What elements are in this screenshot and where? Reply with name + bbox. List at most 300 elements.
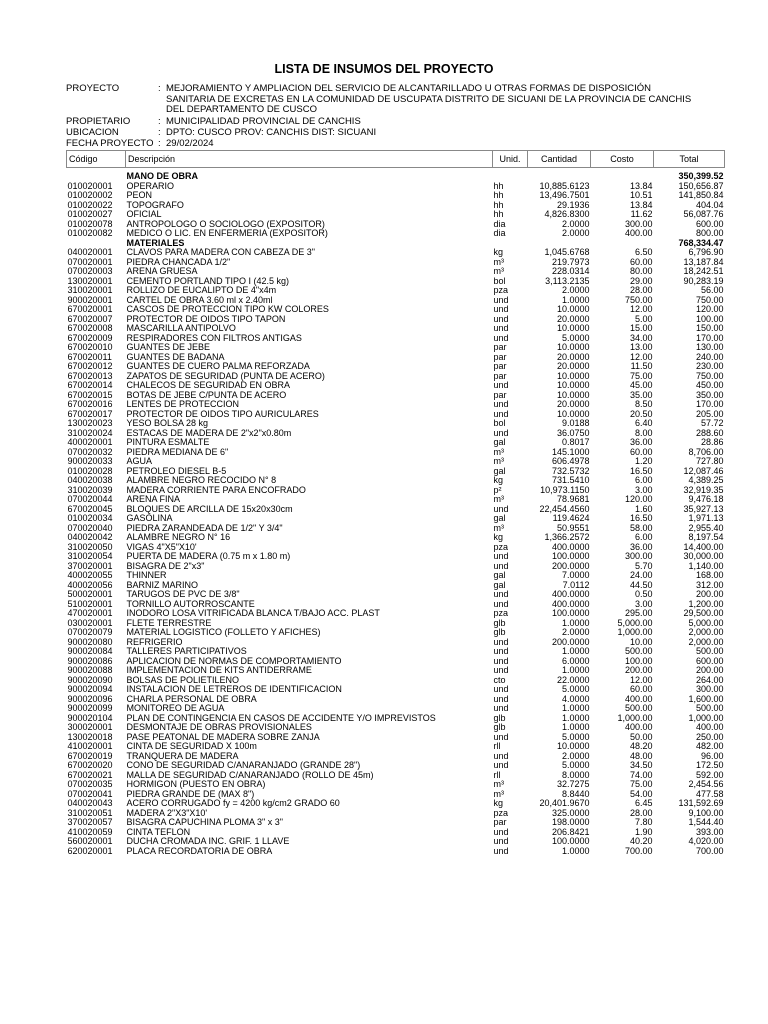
cell-total: 450.00 [695,381,724,390]
cell-code: 670020013 [67,371,113,381]
section-code-cell [67,172,126,182]
cell-code: 670020021 [67,770,113,780]
cell-costo: 5.00 [634,314,653,324]
cell-total: 32,919.35 [683,485,724,495]
cell-code: 670020015 [67,390,113,400]
cell-desc: BARNIZ MARINO [126,580,199,590]
cell-desc: BLOQUES DE ARCILLA DE 15x20x30cm [126,504,293,514]
cell-cant: 100.0000 [551,609,590,618]
header-colon: : [158,116,161,127]
table-row [67,229,725,239]
cell-unid: par [493,362,507,371]
cell-cant: 2.0000 [561,229,590,238]
cell-costo: 500.00 [624,704,653,713]
cell-unid: und [493,827,509,837]
cell-total: 6,796.90 [688,248,724,257]
cell-desc: REFRIGERIO [126,637,183,647]
cell-desc: TOPOGRAFO [126,200,184,210]
col-cant-header: Cantidad [528,151,591,168]
header-colon: : [158,127,161,138]
table-row [67,809,725,819]
cell-total: 600.00 [695,656,724,666]
cell-costo: 34.00 [629,333,653,343]
table-row [67,685,725,695]
cell-code: 070020044 [67,495,113,504]
cell-unid: hh [493,181,504,191]
cell-total: 170.00 [695,400,724,409]
cell-unid: par [493,390,507,400]
cell-code: 010020001 [67,181,113,191]
table-row [67,723,725,733]
cell-code: 670020016 [67,400,113,409]
cell-desc: PROTECTOR DE OIDOS TIPO TAPON [126,314,286,324]
table-row [67,201,725,211]
cell-code: 670020008 [67,324,113,333]
table-row [67,837,725,847]
cell-unid: gal [493,571,506,580]
table-row [67,628,725,638]
cell-total: 592.00 [695,770,724,780]
col-unid-header: Unid. [493,151,528,168]
cell-unid: und [493,504,509,514]
cell-unid: cto [493,675,506,685]
cell-code: 130020023 [67,419,113,428]
cell-costo: 3.00 [634,599,653,609]
cell-total: 2,955.40 [688,523,724,533]
cell-desc: ARENA FINA [126,495,181,504]
cell-cant: 7.0112 [562,580,590,590]
cell-total: 600.00 [695,219,724,229]
cell-costo: 6.45 [634,799,653,808]
cell-desc: ARENA GRUESA [126,267,198,276]
cell-costo: 75.00 [629,371,653,381]
cell-cant: 9.0188 [561,419,590,428]
cell-desc: OFICIAL [126,210,162,219]
header-field [66,117,706,128]
table-row [67,647,725,657]
cell-code: 900020096 [67,694,113,704]
cell-cant: 1.0000 [561,713,590,723]
cell-total: 200.00 [695,666,724,675]
table-row [67,590,725,600]
table-row [67,771,725,781]
cell-total: 9,100.00 [688,808,724,818]
cell-cant: 20.0000 [556,400,590,409]
cell-code: 900020080 [67,637,113,647]
section-total: 350,399.52 [678,172,724,181]
cell-cant: 36.0750 [556,428,590,438]
cell-unid: kg [493,799,504,808]
cell-total: 29,500.00 [683,609,724,618]
cell-unid: und [493,590,509,599]
cell-desc: PINTURA ESMALTE [126,438,210,447]
cell-cant: 1.0000 [561,295,590,305]
cell-desc: CLAVOS PARA MADERA CON CABEZA DE 3" [126,248,315,257]
cell-costo: 1,000.00 [617,713,653,723]
cell-desc: CARTEL DE OBRA 3.60 ml x 2.40ml [126,295,273,305]
cell-total: 2,000.00 [688,628,724,637]
cell-costo: 500.00 [624,647,653,656]
cell-unid: kg [493,533,504,542]
cell-cant: 50.9551 [556,523,590,533]
cell-code: 900020086 [67,656,113,666]
cell-desc: VIGAS 4"X5"X10' [126,542,197,552]
cell-desc: OPERARIO [126,181,175,191]
cell-unid: m³ [493,257,504,267]
cell-cant: 20.0000 [556,362,590,371]
cell-desc: BOLSAS DE POLIETILENO [126,675,240,685]
cell-total: 205.00 [695,409,724,419]
table-row [67,220,725,230]
cell-unid: gal [493,514,506,523]
cell-total: 312.00 [695,580,724,590]
table-row [67,552,725,562]
cell-unid: rll [493,742,501,751]
cell-desc: CEMENTO PORTLAND TIPO I (42.5 kg) [126,276,290,286]
section-row [67,172,725,182]
cell-costo: 6.40 [634,419,653,428]
table-row [67,714,725,724]
cell-costo: 48.00 [629,751,653,761]
cell-code: 670020001 [67,305,113,314]
cell-code: 900020104 [67,713,113,723]
cell-desc: TARUGOS DE PVC DE 3/8" [126,590,240,599]
table-row [67,296,725,306]
cell-desc: PEON [126,191,153,200]
cell-total: 13,187.84 [683,257,724,267]
cell-code: 470020001 [67,609,113,618]
cell-costo: 1.20 [634,457,653,466]
cell-unid: und [493,305,509,314]
cell-desc: ALAMBRE NEGRO N° 16 [126,533,231,542]
section-name: MATERIALES [126,238,185,248]
cell-code: 070020041 [67,789,113,799]
cell-costo: 60.00 [629,685,653,694]
cell-unid: par [493,343,507,352]
cell-cant: 10.0000 [556,409,590,419]
cell-code: 040020042 [67,533,113,542]
cell-desc: CINTA TEFLON [126,827,191,837]
cell-unid: par [493,371,507,381]
cell-cant: 10.0000 [556,742,590,751]
cell-cant: 1.0000 [561,666,590,675]
cell-costo: 36.00 [629,542,653,552]
cell-total: 96.00 [700,751,724,761]
cell-costo: 34.50 [629,761,653,770]
cell-cant: 20.0000 [556,352,590,362]
table-row [67,514,725,524]
cell-desc: PROTECTOR DE OIDOS TIPO AURICULARES [126,409,319,419]
cell-costo: 16.50 [629,514,653,523]
cell-total: 120.00 [695,305,724,314]
cell-unid: glb [493,628,506,637]
cell-cant: 6.0000 [561,656,590,666]
cell-total: 8,706.00 [688,447,724,457]
cell-code: 010020078 [67,219,113,229]
cell-desc: LENTES DE PROTECCION [126,400,240,409]
table-row [67,562,725,572]
cell-cant: 78.9681 [556,495,590,504]
cell-costo: 80.00 [629,267,653,276]
table-row [67,305,725,315]
cell-code: 670020007 [67,314,113,324]
cell-costo: 5.70 [634,561,653,571]
cell-unid: bol [493,276,506,286]
cell-code: 900020084 [67,647,113,656]
table-row [67,828,725,838]
cell-cant: 29.1936 [556,200,590,210]
cell-total: 1,971.13 [688,514,724,523]
cell-total: 9,476.18 [688,495,724,504]
cell-total: 141,850.84 [678,191,724,200]
cell-unid: und [493,552,509,561]
cell-code: 670020019 [67,751,113,761]
cell-costo: 5,000.00 [617,618,653,628]
table-row [67,676,725,686]
table-row [67,609,725,619]
cell-costo: 10.51 [629,191,653,200]
cell-cant: 145.1000 [551,447,590,457]
table-row [67,780,725,790]
cell-cant: 228.0314 [551,267,590,276]
cell-total: 90,283.19 [683,276,724,286]
cell-cant: 1.0000 [561,647,590,656]
cell-code: 370020057 [67,818,113,827]
cell-unid: kg [493,476,504,485]
cell-code: 310020001 [67,286,113,295]
table-row [67,695,725,705]
cell-unid: und [493,647,509,656]
cell-total: 8,197.54 [688,533,724,542]
cell-desc: IMPLEMENTACION DE KITS ANTIDERRAME [126,666,312,675]
cell-total: 500.00 [695,647,724,656]
cell-unid: m³ [493,495,504,504]
table-row [67,486,725,496]
cell-cant: 200.0000 [551,637,590,647]
table-row [67,704,725,714]
cell-unid: und [493,704,509,713]
cell-cant: 2.0000 [561,628,590,637]
cell-desc: PIEDRA CHANCADA 1/2" [126,257,231,267]
cell-costo: 6.50 [634,248,653,257]
cell-desc: INSTALACION DE LETREROS DE IDENTIFICACION [126,685,342,694]
cell-total: 700.00 [695,846,724,856]
table-row [67,429,725,439]
cell-costo: 40.20 [629,837,653,846]
table-row [67,495,725,505]
cell-desc: DUCHA CROMADA INC. GRIF. 1 LLAVE [126,837,290,846]
table-row [67,467,725,477]
table-row [67,210,725,220]
cell-costo: 6.00 [634,533,653,542]
cell-code: 370020001 [67,561,113,571]
cell-total: 240.00 [695,352,724,362]
cell-cant: 731.5410 [551,476,590,485]
cell-total: 1,140.00 [688,561,724,571]
cell-costo: 300.00 [624,219,653,229]
cell-desc: BISAGRA CAPUCHINA PLOMA 3" x 3" [126,818,283,827]
cell-cant: 13,496.7501 [539,191,590,200]
cell-cant: 325.0000 [551,808,590,818]
cell-code: 670020009 [67,333,113,343]
cell-unid: kg [493,248,504,257]
table-row [67,476,725,486]
cell-desc: MADERA 2"X3"X10' [126,808,208,818]
cell-code: 130020001 [67,276,113,286]
section-blank-cell [493,239,654,249]
cell-cant: 400.0000 [551,599,590,609]
table-row [67,524,725,534]
cell-code: 410020059 [67,827,113,837]
cell-cant: 10,885.6123 [539,181,590,191]
cell-code: 010020022 [67,200,113,210]
cell-desc: FLETE TERRESTRE [126,618,212,628]
col-costo-header: Costo [591,151,654,168]
cell-costo: 58.00 [629,523,653,533]
cell-code: 410020001 [67,742,113,751]
table-row [67,381,725,391]
cell-desc: PLAN DE CONTINGENCIA EN CASOS DE ACCIDENTE Y/O IMPREVISTOS [126,713,436,723]
cell-total: 168.00 [695,571,724,580]
header-label: PROYECTO [66,83,120,94]
cell-cant: 10.0000 [556,305,590,314]
cell-unid: m³ [493,457,504,466]
cell-cant: 1,366.2572 [544,533,590,542]
header-value: MUNICIPALIDAD PROVINCIAL DE CANCHIS [166,116,361,127]
cell-cant: 2.0000 [561,219,590,229]
header-value: 29/02/2024 [166,138,214,149]
cell-cant: 5.0000 [561,732,590,742]
document-title: LISTA DE INSUMOS DEL PROYECTO [274,62,494,76]
cell-costo: 120.00 [624,495,653,504]
cell-unid: gal [493,580,506,590]
cell-code: 030020001 [67,618,113,628]
cell-code: 900020090 [67,675,113,685]
cell-costo: 8.50 [634,400,653,409]
cell-unid: glb [493,618,506,628]
cell-cant: 32.7275 [556,780,590,789]
table-row [67,362,725,372]
cell-unid: gal [493,466,506,476]
cell-desc: CHALECOS DE SEGURIDAD EN OBRA [126,381,291,390]
cell-cant: 5.0000 [561,333,590,343]
cell-total: 1,000.00 [688,713,724,723]
cell-desc: AGUA [126,457,153,466]
table-row [67,182,725,192]
cell-unid: und [493,295,509,305]
col-desc-header: Descripción [126,151,493,168]
cell-costo: 60.00 [629,447,653,457]
cell-total: 750.00 [695,295,724,305]
cell-total: 288.60 [695,428,724,438]
cell-costo: 12.00 [629,305,653,314]
cell-desc: CASCOS DE PROTECCION TIPO KW COLORES [126,305,329,314]
cell-desc: INODORO LOSA VITRIFICADA BLANCA T/BAJO ACC. PLAST [126,609,380,618]
cell-costo: 13.00 [629,343,653,352]
cell-code: 670020010 [67,343,113,352]
header-label: PROPIETARIO [66,116,131,127]
cell-unid: hh [493,210,504,219]
cell-cant: 10.0000 [556,324,590,333]
table-row [67,733,725,743]
cell-code: 670020014 [67,381,113,390]
cell-desc: THINNER [126,571,167,580]
cell-total: 250.00 [695,732,724,742]
cell-costo: 45.00 [629,381,653,390]
cell-desc: PIEDRA ZARANDEADA DE 1/2" Y 3/4" [126,523,283,533]
cell-costo: 50.00 [629,732,653,742]
cell-code: 070020001 [67,257,113,267]
cell-desc: YESO BOLSA 28 kg [126,419,209,428]
cell-cant: 1,045.6768 [544,248,590,257]
table-row [67,248,725,258]
cell-total: 150,656.87 [678,181,724,191]
cell-unid: glb [493,723,506,732]
cell-total: 57.72 [700,419,724,428]
cell-total: 500.00 [695,704,724,713]
cell-cant: 400.0000 [551,542,590,552]
cell-unid: pza [493,542,509,552]
insumos-table [66,150,725,856]
cell-desc: BOTAS DE JEBE C/PUNTA DE ACERO [126,390,287,400]
cell-total: 482.00 [695,742,724,751]
cell-total: 400.00 [695,723,724,732]
header-colon: : [158,138,161,149]
cell-costo: 12.00 [629,352,653,362]
cell-desc: TRANQUERA DE MADERA [126,751,239,761]
cell-desc: GUANTES DE BADANA [126,352,225,362]
cell-desc: CHARLA PERSONAL DE OBRA [126,694,257,704]
cell-costo: 400.00 [624,723,653,732]
table-row [67,818,725,828]
table-row [67,790,725,800]
cell-costo: 6.00 [634,476,653,485]
cell-code: 900020001 [67,295,113,305]
cell-code: 300020001 [67,723,113,732]
table-row [67,438,725,448]
cell-code: 670020017 [67,409,113,419]
table-row [67,353,725,363]
cell-desc: MALLA DE SEGURIDAD C/ANARANJADO (ROLLO DE 45m) [126,770,374,780]
cell-code: 070020003 [67,267,113,276]
cell-total: 1,200.00 [688,599,724,609]
cell-code: 670020020 [67,761,113,770]
cell-costo: 24.00 [629,571,653,580]
cell-unid: und [493,333,509,343]
table-row [67,400,725,410]
cell-unid: und [493,732,509,742]
cell-code: 010020034 [67,514,113,523]
cell-total: 750.00 [695,371,724,381]
cell-costo: 20.50 [629,409,653,419]
cell-desc: MASCARILLA ANTIPOLVO [126,324,236,333]
table-row [67,543,725,553]
cell-total: 1,544.40 [688,818,724,827]
cell-cant: 8.8440 [561,789,590,799]
cell-cant: 119.4624 [552,514,590,523]
cell-costo: 11.50 [630,362,653,371]
section-code-cell [67,239,126,249]
cell-total: 56,087.76 [683,210,724,219]
cell-unid: m³ [493,523,504,533]
header-field [66,139,706,150]
cell-unid: m³ [493,447,504,457]
cell-total: 393.00 [695,827,724,837]
cell-code: 310020054 [67,552,113,561]
cell-unid: glb [493,713,506,723]
section-row [67,239,725,249]
header-field [66,84,706,117]
